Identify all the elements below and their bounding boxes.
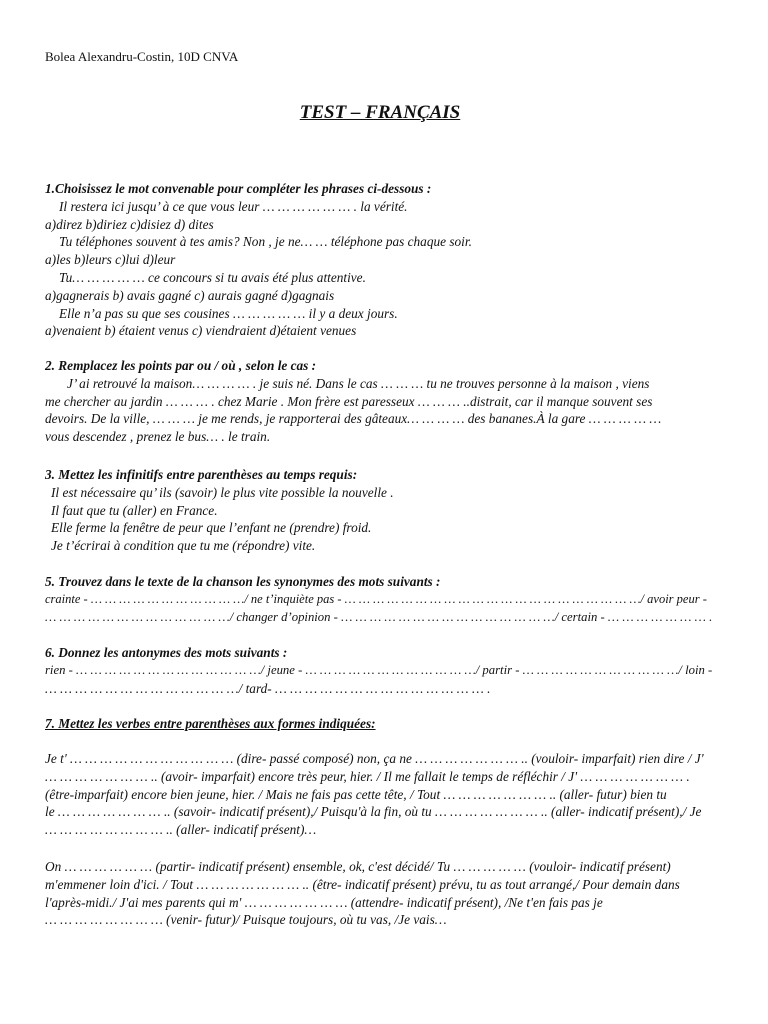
ex5-line-1: crainte - … … … … … … … … … … …/ ne t’inquiète pas - … … … … … … … … … … … … … … … … … … … … …/ avoir peur - xyxy=(45,591,707,606)
ex3-line-1: Il est nécessaire qu’ ils (savoir) le plus vite possible la nouvelle . xyxy=(51,484,394,500)
ex1-answers-2: a)les b)leurs c)lui d)leur xyxy=(45,252,176,268)
ex2-line-3: devoirs. De la ville, … … … je me rends, je rapporterai des gâteaux… … … … des bananes.À la gare … … … … … xyxy=(45,411,662,427)
ex1-question-3: Tu… … … … … ce concours si tu avais été plus attentive. xyxy=(59,269,366,285)
ex3-line-4: Je t’écrirai à condition que tu me (répondre) vite. xyxy=(51,538,316,554)
author-line: Bolea Alexandru-Costin, 10D CNVA xyxy=(45,49,239,64)
exercise-1 xyxy=(45,180,715,340)
exercise-3 xyxy=(45,466,715,555)
ex2-line-4: vous descendez , prenez le bus… . le train. xyxy=(45,429,271,445)
exercise-5-heading: 5. Trouvez dans le texte de la chanson les synonymes des mots suivants : xyxy=(45,574,441,589)
ex1-question-2: Tu téléphones souvent à tes amis? Non , je ne… … téléphone pas chaque soir. xyxy=(59,234,472,250)
ex7-p1-line: … … … … … … … … .. (aller- indicatif présent)… xyxy=(45,822,317,838)
ex7-p1-line: … … … … … … … .. (avoir- imparfait) encore très peur, hier. / Il me fallait le temps de réfléchir / J' … … … … … … … . xyxy=(45,768,690,784)
exercise-7 xyxy=(45,715,715,733)
ex2-line-1: J’ ai retrouvé la maison… … … … . je suis né. Dans le cas … … … tu ne trouves personne à la maison , viens xyxy=(67,375,650,391)
ex1-answers-3: a)gagnerais b) avais gagné c) aurais gagné d)gagnais xyxy=(45,287,335,303)
ex7-p1-line: Je t' … … … … … … … … … … … (dire- passé composé) non, ça ne … … … … … … … .. (vouloir- imparfait) rien dire / J' xyxy=(45,751,704,766)
ex5-line-2: … … … … … … … … … … … … …/ changer d’opinion - … … … … … … … … … … … … … … …/ certain - … … … … … … … . xyxy=(45,609,713,624)
ex6-line-1: rien - … … … … … … … … … … … … …/ jeune - … … … … … … … … … … … …/ partir - … … … … … … … … … … …/ loin - xyxy=(45,662,713,677)
ex1-answers-1: a)direz b)diriez c)disiez d) dites xyxy=(45,216,214,232)
ex3-line-2: Il faut que tu (aller) en France. xyxy=(51,502,218,518)
ex1-question-1: Il restera ici jusqu’ à ce que vous leur … … … … … … . la vérité. xyxy=(59,198,408,214)
exercise-2-heading: 2. Remplacez les points par ou / où , selon le cas : xyxy=(45,358,317,373)
exercise-7-paragraph-2 xyxy=(45,858,715,929)
exercise-7-paragraph-1 xyxy=(45,750,715,839)
ex7-p1-line: le … … … … … … … .. (savoir- indicatif présent),/ Puisqu'à la fin, où tu … … … … … … … .. (aller- indicatif présent),/ Je xyxy=(45,804,702,820)
ex1-answers-4: a)venaient b) étaient venus c) viendraient d)étaient venues xyxy=(45,323,357,339)
ex7-p1-line: (être-imparfait) encore bien jeune, hier. / Mais ne fais pas cette tête, / Tout … … … … … … … .. (aller- futur) bien tu xyxy=(45,786,667,802)
exercise-2 xyxy=(45,357,715,446)
ex7-p2-line: On … … … … … … (partir- indicatif présent) ensemble, ok, c'est décidé/ Tu … … … … … (vouloir- indicatif présent) xyxy=(45,859,671,874)
ex2-line-2: me chercher au jardin … … … . chez Marie . Mon frère est paresseux … … … ..distrait, car il manque souvent ses xyxy=(45,393,653,409)
exercise-1-heading: 1.Choisissez le mot convenable pour compléter les phrases ci-dessous : xyxy=(45,181,432,196)
exercise-3-heading: 3. Mettez les infinitifs entre parenthèses au temps requis: xyxy=(45,467,358,482)
ex3-line-3: Elle ferme la fenêtre de peur que l’enfant ne (prendre) froid. xyxy=(51,520,372,536)
exercise-5 xyxy=(45,573,715,626)
ex7-p2-line: l'après-midi./ J'ai mes parents qui m' … … … … … … … (attendre- indicatif présent), /Ne t'en fais pas je xyxy=(45,894,603,910)
ex7-p2-line: m'emmener loin d'ici. / Tout … … … … … … … .. (être- indicatif présent) prévu, tu as tout arrangé,/ Pour demain dans xyxy=(45,876,680,892)
ex1-question-4: Elle n’a pas su que ses cousines … … … … … il y a deux jours. xyxy=(59,305,398,321)
exercise-6 xyxy=(45,644,715,697)
exercise-7-heading: 7. Mettez les verbes entre parenthèses aux formes indiquées: xyxy=(45,716,376,731)
document-title xyxy=(45,102,715,124)
title-text: TEST – FRANÇAIS xyxy=(299,102,461,123)
ex7-p2-line: … … … … … … … … (venir- futur)/ Puisque toujours, où tu vas, /Je vais… xyxy=(45,912,447,928)
ex6-line-2: … … … … … … … … … … … … …/ tard- … … … … … … … … … … … … … … . xyxy=(45,680,491,696)
exercise-6-heading: 6. Donnez les antonymes des mots suivants : xyxy=(45,645,288,660)
